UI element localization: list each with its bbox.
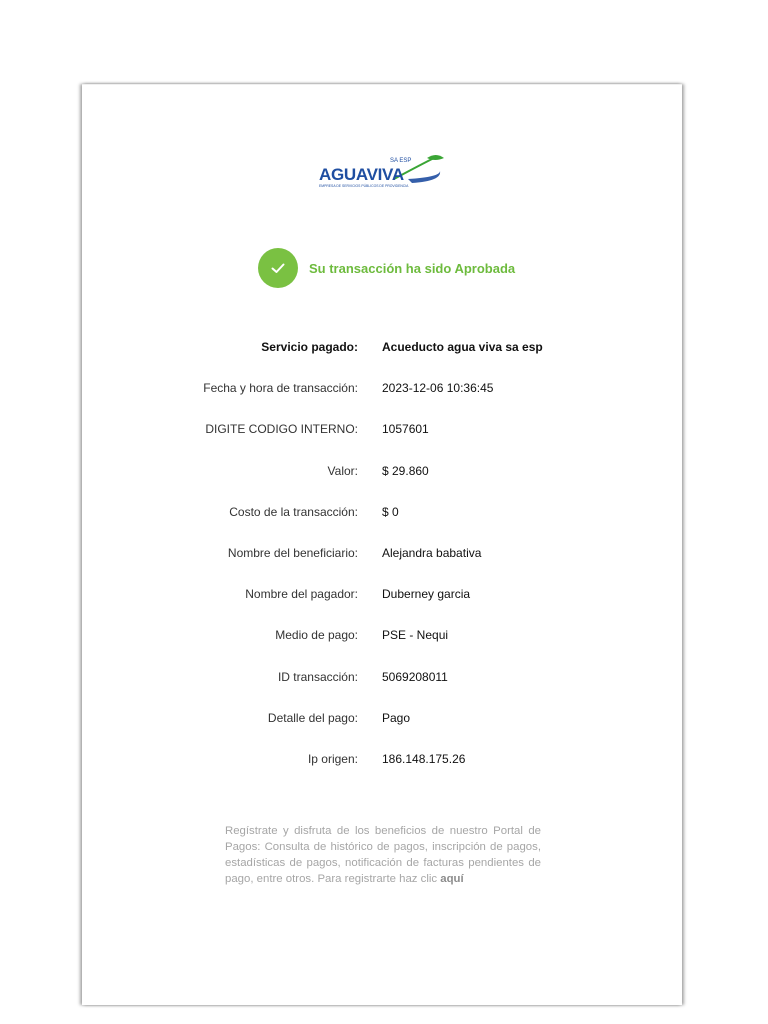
detail-label: Medio de pago: bbox=[275, 628, 358, 643]
aguaviva-logo-graphic bbox=[316, 153, 448, 197]
detail-row-codigo bbox=[82, 407, 682, 448]
detail-label: Nombre del pagador: bbox=[245, 587, 358, 602]
detail-label: Costo de la transacción: bbox=[229, 504, 358, 519]
logo-brand: AGUAVIVA bbox=[319, 165, 404, 184]
promo-text: Regístrate y disfruta de los beneficios de nuestro Portal de Pagos: Consulta de histórico de pagos, inscripción de pagos, estadísticas de pagos, notificación de facturas pendientes de pago, entre otros. Para registrarte haz clic bbox=[225, 825, 541, 885]
logo-tagline: EMPRESA DE SERVICIOS PÚBLICOS DE PROVIDENCIA bbox=[319, 184, 409, 188]
aguaviva-logo bbox=[316, 153, 448, 197]
detail-value: Pago bbox=[382, 710, 411, 725]
detail-value: Duberney garcia bbox=[382, 587, 471, 602]
logo-suffix: SA ESP bbox=[390, 158, 412, 164]
detail-row-detalle bbox=[82, 696, 682, 737]
transaction-details bbox=[82, 325, 682, 778]
detail-row-id bbox=[82, 655, 682, 696]
check-icon bbox=[258, 248, 298, 288]
register-promo bbox=[225, 823, 541, 887]
detail-value: 2023-12-06 10:36:45 bbox=[382, 381, 494, 396]
detail-label: Nombre del beneficiario: bbox=[227, 545, 358, 560]
detail-value: 5069208011 bbox=[382, 669, 448, 684]
detail-value: PSE - Nequi bbox=[382, 628, 449, 643]
detail-label: DIGITE CODIGO INTERNO: bbox=[205, 422, 358, 437]
detail-label: Valor: bbox=[327, 463, 358, 478]
detail-label: Ip origen: bbox=[307, 751, 358, 766]
detail-value: 186.148.175.26 bbox=[382, 751, 466, 766]
detail-row-ip bbox=[82, 737, 682, 778]
transaction-status bbox=[258, 247, 515, 289]
detail-row-costo bbox=[82, 490, 682, 531]
detail-row-pagador bbox=[82, 572, 682, 613]
detail-label: Fecha y hora de transacción: bbox=[203, 381, 358, 396]
detail-value: Alejandra babativa bbox=[382, 545, 482, 560]
detail-row-medio bbox=[82, 613, 682, 654]
detail-value: $ 29.860 bbox=[382, 463, 429, 478]
payment-receipt bbox=[82, 84, 682, 1005]
detail-label: Detalle del pago: bbox=[267, 710, 358, 725]
detail-row-beneficiario bbox=[82, 531, 682, 572]
detail-row-fecha bbox=[82, 366, 682, 407]
detail-value: 1057601 bbox=[382, 422, 429, 437]
detail-value: $ 0 bbox=[382, 504, 399, 519]
register-link[interactable]: aquí bbox=[440, 873, 464, 885]
detail-value: Acueducto agua viva sa esp bbox=[382, 340, 543, 354]
detail-row-servicio bbox=[82, 325, 682, 366]
detail-label: Servicio pagado: bbox=[261, 340, 358, 354]
status-message: Su transacción ha sido Aprobada bbox=[309, 260, 516, 276]
detail-row-valor bbox=[82, 449, 682, 490]
detail-label: ID transacción: bbox=[277, 669, 358, 684]
